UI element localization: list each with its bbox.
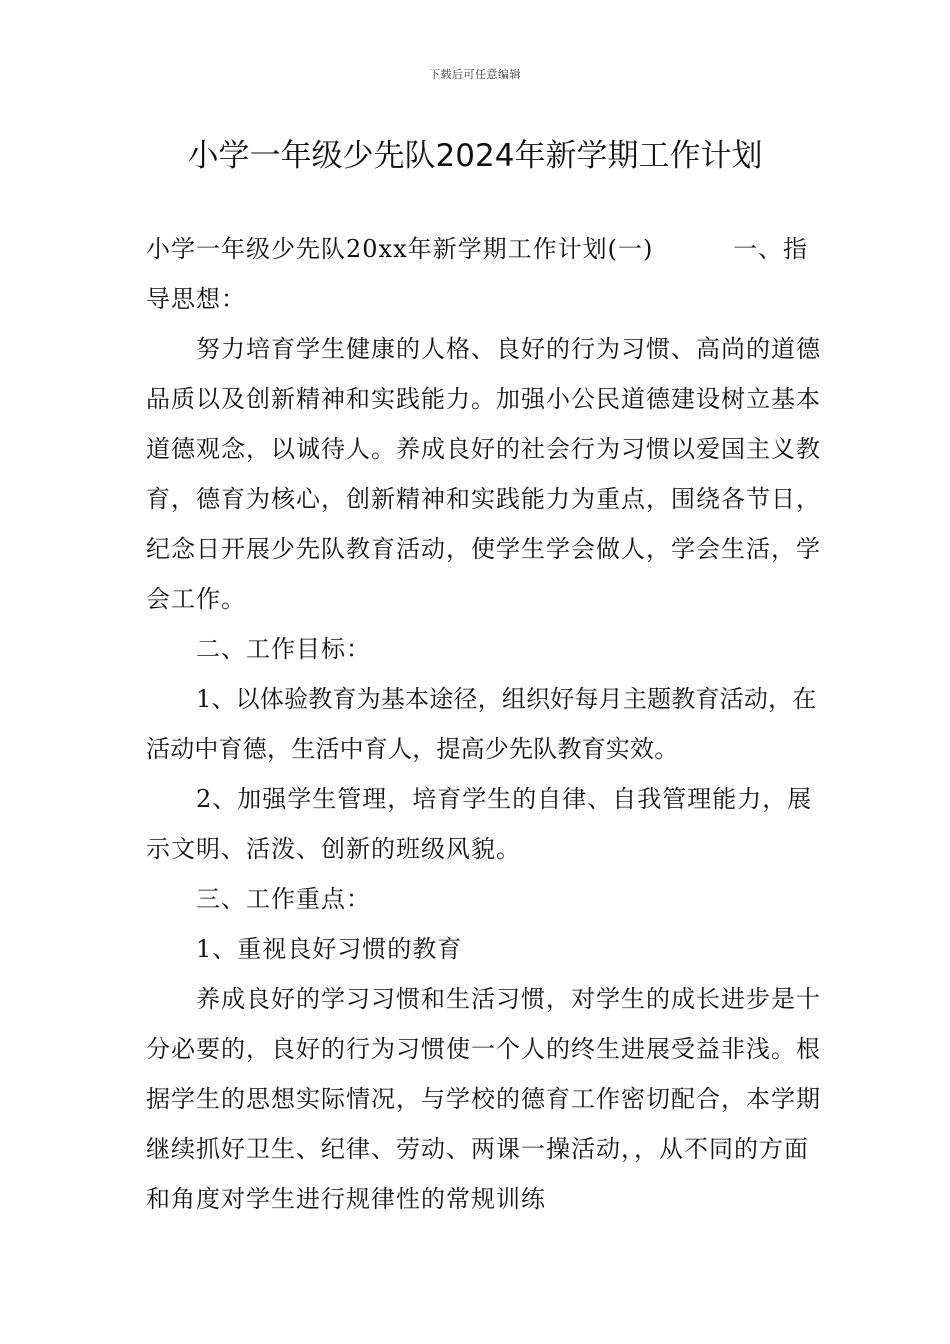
- intro-line: [146, 224, 826, 274]
- section2-heading: 二、工作目标：: [196, 635, 371, 663]
- section3-heading: 三、工作重点：: [196, 885, 371, 913]
- goal-item-1: 1、以体验教育为基本途径，组织好每月主题教育活动，在活动中育德，生活中育人，提高少先队教育实效。: [146, 685, 817, 763]
- paragraph-guiding-thought: 努力培育学生健康的人格、良好的行为习惯、高尚的道德品质以及创新精神和实践能力。加强小公民道德建设树立基本道德观念，以诚待人。养成良好的社会行为习惯以爱国主义教育，德育为核心，创新精神和实践能力为重点，围绕各节日，纪念日开展少先队教育活动，使学生学会做人，学会生活，学会工作。: [146, 335, 821, 613]
- document-body: [146, 224, 826, 1224]
- focus-item-1-paragraph: 养成良好的学习习惯和生活习惯，对学生的成长进步是十分必要的，良好的行为习惯使一个人的终生进展受益非浅。根据学生的思想实际情况，与学校的德育工作密切配合，本学期继续抓好卫生、纪律、劳动、两课一操活动，，从不同的方面和角度对学生进行规律性的常规训练: [146, 985, 821, 1213]
- page-title: 小学一年级少先队2024年新学期工作计划: [187, 138, 763, 174]
- intro-title: 小学一年级少先队20xx年新学期工作计划(一): [146, 235, 654, 263]
- header-note: 下载后可任意编辑: [429, 68, 521, 81]
- section1-heading-part1: 一、指: [733, 235, 808, 263]
- focus-item-1-heading: 1、重视良好习惯的教育: [196, 935, 463, 963]
- goal-item-2: 2、加强学生管理，培育学生的自律、自我管理能力，展示文明、活泼、创新的班级风貌。: [146, 785, 813, 863]
- section1-heading-part2: 导思想：: [146, 285, 246, 313]
